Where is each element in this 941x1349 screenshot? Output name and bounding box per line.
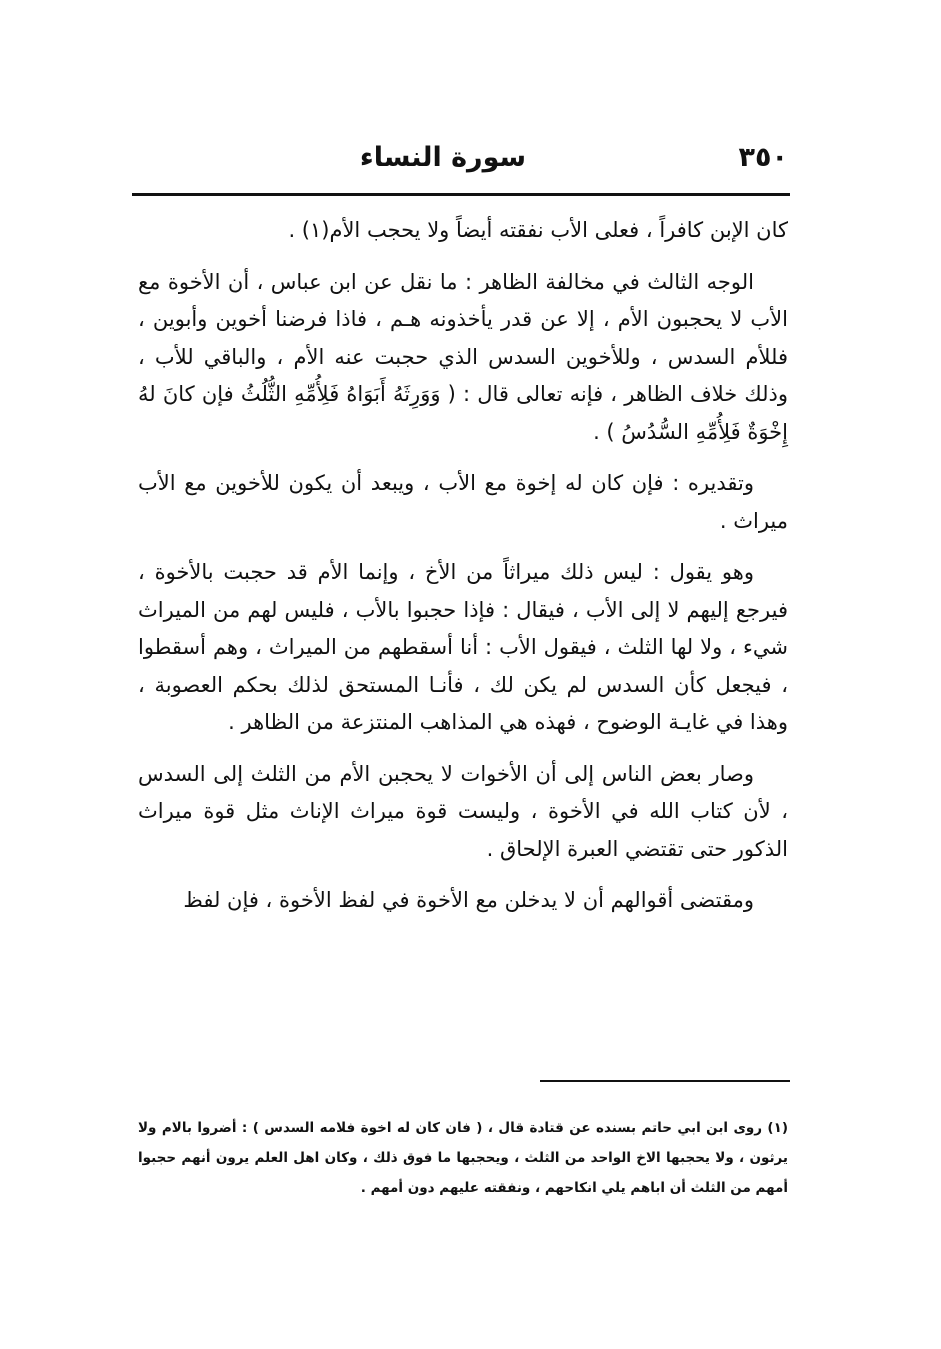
paragraph-continuation: كان الإبن كافراً ، فعلى الأب نفقته أيضاً ولا يحجب الأم(١) . bbox=[288, 218, 788, 242]
footnotes bbox=[138, 1113, 788, 1203]
footnote-rule bbox=[540, 1080, 790, 1082]
paragraph-third-aspect: الوجه الثالث في مخالفة الظاهر : ما نقل عن ابن عباس ، أن الأخوة مع الأب لا يحجبون الأم ، إلا عن قدر يأخذونه هـم ، فاذا فرضنا أخوين وأبوين ، فللأم السدس ، وللأخوين السدس الذي حجبت عنه الأم ، والباقي للأب ، وذلك خلاف الظاهر ، فإنه تعالى قال : ( وَوَرِثَهُ أَبَوَاهُ فَلِأُمِّهِ الثُّلُثُ فإن كانَ لهُ إِخْوَةٌ فَلِأُمِّهِ السُّدُسُ ) . bbox=[138, 269, 788, 444]
paragraph-implication: ومقتضى أقوالهم أن لا يدخلن مع الأخوة في لفظ الأخوة ، فإن لفظ bbox=[183, 888, 754, 912]
paragraph-estimation: وتقديره : فإن كان له إخوة مع الأب ، ويبعد أن يكون للأخوين مع الأب ميراث . bbox=[138, 471, 788, 533]
paragraph-sisters: وصار بعض الناس إلى أن الأخوات لا يحجبن الأم من الثلث إلى السدس ، لأن كتاب الله في الأخوة ، وليست قوة ميراث الإناث مثل قوة ميراث الذكور حتى تقتضي العبرة الإلحاق . bbox=[138, 761, 788, 861]
body-text bbox=[138, 212, 788, 934]
page-number: ٣٥٠ bbox=[738, 142, 788, 173]
header-rule bbox=[132, 193, 790, 196]
paragraph-father-argument: وهو يقول : ليس ذلك ميراثاً من الأخ ، وإنما الأم قد حجبت بالأخوة ، فيرجع إليهم لا إلى الأب ، فيقال : فإذا حجبوا بالأب ، فليس لهم من الميراث شيء ، ولا لها الثلث ، فيقول الأب : أنا أسقطهم من الميراث ، وهم أسقطوا ، فيجعل كأن السدس لم يكن لك ، فأنـا المستحق لذلك بحكم العصوبة ، وهذا في غايـة الوضوح ، فهذه هي المذاهب المنتزعة من الظاهر . bbox=[138, 560, 788, 734]
page-header bbox=[138, 138, 788, 182]
footnote-1: (١) روى ابن ابي حاتم بسنده عن قتادة قال ، ( فان كان له اخوة فلامه السدس ) : أضروا بالام ولا يرثون ، ولا يحجبها الاخ الواحد من الثلث ، ويحجبها ما فوق ذلك ، وكان اهل العلم يرون أنهم حجبوا أمهم من الثلث أن اباهم يلي انكاحهم ، ونفقته عليهم دون أمهم . bbox=[138, 1120, 788, 1196]
surah-title: سورة النساء bbox=[359, 142, 527, 173]
